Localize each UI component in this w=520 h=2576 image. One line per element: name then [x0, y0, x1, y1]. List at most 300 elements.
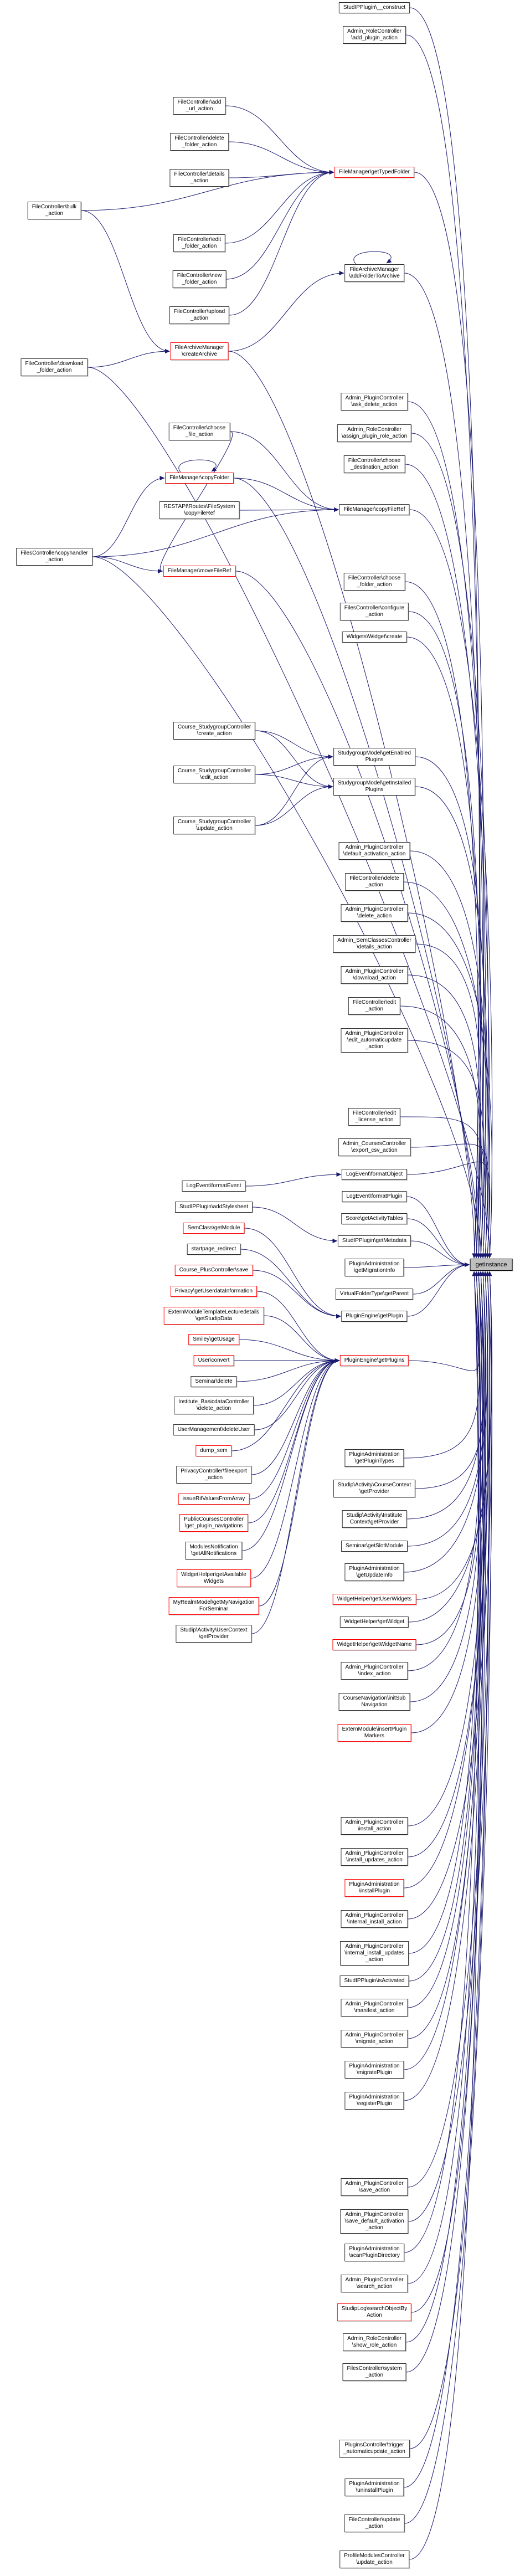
node-label-line: PrivacyController\fileexport — [181, 1468, 247, 1474]
graph-node-r21[interactable] — [348, 1108, 400, 1126]
node-label-line: FileController\edit — [177, 237, 222, 243]
node-label-line: Navigation — [361, 1702, 388, 1708]
node-label-line: \edit_automaticupdate — [347, 1037, 402, 1043]
node-label-line: \default_activation_action — [343, 851, 406, 857]
node-label-line: _license_action — [355, 1117, 394, 1123]
graph-node-r58[interactable] — [343, 2363, 406, 2381]
node-label-line: FilesController\copyhandler — [20, 550, 88, 556]
graph-node-r23[interactable] — [342, 1169, 407, 1180]
node-label-line: Admin_PluginController — [345, 2211, 404, 2218]
node-label-line: FileController\delete — [349, 875, 399, 881]
graph-node-r42[interactable] — [341, 1817, 408, 1835]
node-label-line: \migratePlugin — [357, 2070, 392, 2076]
graph-node-r13[interactable] — [333, 778, 415, 796]
graph-node-r35[interactable] — [344, 1563, 404, 1581]
node-label-line: _automaticupdate_action — [343, 2449, 405, 2455]
node-label-line: PluginAdministration — [349, 1881, 400, 1887]
node-label-line: _folder_action — [182, 243, 217, 249]
graph-node-r12[interactable] — [333, 748, 415, 766]
graph-node-r5[interactable] — [341, 393, 408, 410]
call-edge — [241, 1249, 341, 1316]
node-label-line: Context\getProvider — [349, 1519, 399, 1525]
node-label-line: Admin_PluginController — [345, 1850, 404, 1856]
node-label-line: Course_StudygroupController — [177, 724, 251, 730]
call-edge — [254, 1361, 339, 1405]
node-label-line: ExternModule\insertPlugin — [342, 1726, 407, 1732]
graph-node-k2[interactable] — [175, 1202, 253, 1213]
call-edge — [229, 172, 334, 315]
node-label-line: Admin_PluginController — [345, 906, 404, 912]
node-label-line: _folder_action — [182, 279, 217, 285]
call-edge — [229, 142, 334, 172]
node-label-line: FilesController\configure — [344, 605, 405, 611]
node-label-line: Admin_PluginController — [345, 1912, 404, 1918]
node-label-line: User\convert — [198, 1357, 230, 1363]
node-label-line: Studip\Activity\Institute — [346, 1512, 403, 1518]
node-label-line: _action — [204, 1475, 223, 1481]
node-label-line: LogEvent\formatEvent — [186, 1183, 241, 1189]
node-label-line: FileController\delete — [174, 135, 224, 141]
graph-node-r14[interactable] — [339, 842, 410, 860]
graph-node-r28[interactable] — [336, 1289, 413, 1300]
graph-node-r9[interactable] — [344, 573, 405, 591]
node-label-line: Admin_PluginController — [345, 1664, 404, 1670]
graph-node-r26[interactable] — [338, 1235, 411, 1246]
node-label-line: _action — [45, 557, 64, 563]
graph-node-r41[interactable] — [338, 1724, 411, 1742]
call-edge — [246, 1174, 342, 1186]
node-label-line: \registerPlugin — [357, 2101, 392, 2107]
graph-node-r29[interactable] — [341, 1311, 407, 1322]
node-label-line: \copyFileRef — [184, 510, 215, 516]
node-label-line: \getProvider — [199, 1634, 229, 1640]
node-label-line: PluginAdministration — [349, 2094, 400, 2100]
node-label-line: Admin_PluginController — [345, 2277, 404, 2283]
node-label-line: PluginAdministration — [349, 2063, 400, 2069]
graph-node-m3[interactable] — [169, 169, 229, 187]
node-label-line: _action — [365, 882, 384, 888]
node-label-line: \internal_install_updates — [344, 1950, 404, 1956]
node-label-line: _file_action — [185, 432, 214, 438]
call-edge — [409, 1271, 481, 1981]
node-label-line: StudIPPlugin\addStylesheet — [179, 1204, 248, 1210]
node-label-line: WidgetHelper\getAvailable — [181, 1572, 246, 1578]
node-label-line: FileController\choose — [348, 458, 401, 464]
node-label-line: ModulesNotification — [189, 1544, 238, 1550]
graph-node-r1[interactable] — [339, 2, 410, 13]
node-label-line: Widgets\Widget\create — [346, 634, 403, 640]
node-label-line: FileController\new — [177, 273, 222, 279]
node-label-line: Course_PlusController\save — [179, 1267, 249, 1273]
node-label-line: PluginAdministration — [349, 1261, 400, 1267]
graph-node-m10[interactable] — [159, 501, 240, 519]
node-label-line: PluginAdministration — [349, 2481, 400, 2487]
node-label-line: \getUpdateInfo — [356, 1572, 393, 1578]
graph-node-r57[interactable] — [343, 2333, 406, 2351]
graph-node-k11[interactable] — [174, 1397, 254, 1414]
graph-node-r30[interactable] — [340, 1355, 409, 1366]
node-label-line: _folder_action — [182, 142, 217, 148]
call-edge — [409, 1271, 479, 1371]
graph-node-k17[interactable] — [185, 1542, 242, 1559]
node-label-line: Admin_PluginController — [345, 1030, 404, 1036]
node-label-line: \add_plugin_action — [351, 35, 398, 41]
graph-node-r31[interactable] — [344, 1449, 404, 1467]
graph-node-r16[interactable] — [341, 904, 408, 922]
graph-node-r7[interactable] — [344, 455, 405, 473]
node-label-line: \getMigrationInfo — [353, 1268, 395, 1274]
call-edge — [415, 1271, 484, 1489]
node-label-line: getInstance — [475, 1261, 507, 1268]
call-edge — [416, 1271, 481, 1645]
call-edge — [408, 1219, 470, 1265]
node-label-line: FileController\bulk — [32, 204, 77, 210]
graph-node-m1[interactable] — [173, 97, 226, 115]
node-label-line: \create_action — [197, 731, 232, 737]
node-label-line: FileController\edit — [352, 999, 397, 1005]
node-label-line: FileController\update — [348, 2517, 400, 2523]
call-edge — [230, 432, 339, 510]
node-label-line: \edit_action — [200, 774, 229, 781]
node-label-line: ExternModuleTemplateLecturedetails — [168, 1309, 260, 1315]
graph-node-k4[interactable] — [187, 1244, 241, 1255]
graph-node-k13[interactable] — [195, 1445, 231, 1456]
call-edge — [257, 1291, 339, 1361]
node-label-line: \getPluginTypes — [354, 1458, 394, 1464]
call-edge — [410, 1271, 483, 1702]
node-label-line: Studip\Activity\CourseContext — [337, 1482, 411, 1488]
graph-node-r27[interactable] — [344, 1259, 404, 1276]
graph-node-r38[interactable] — [332, 1639, 416, 1650]
call-edge — [88, 367, 490, 1258]
graph-node-m9[interactable] — [165, 473, 234, 484]
node-label-line: _action — [365, 2523, 384, 2529]
graph-node-m6[interactable] — [169, 306, 229, 324]
node-label-line: \export_csv_action — [351, 1147, 398, 1153]
graph-node-r44[interactable] — [344, 1879, 404, 1897]
node-label-line: _action — [190, 178, 209, 184]
node-label-line: \show_role_action — [352, 2342, 397, 2348]
graph-node-r36[interactable] — [333, 1594, 416, 1605]
graph-node-r10[interactable] — [340, 603, 409, 620]
node-label-line: Smiley\getUsage — [193, 1336, 235, 1342]
call-edge — [225, 172, 334, 243]
graph-node-r40[interactable] — [339, 1693, 410, 1711]
node-label-line: WidgetHelper\getUserWidgets — [337, 1596, 412, 1602]
node-label-line: \index_action — [358, 1671, 391, 1677]
graph-node-r34[interactable] — [341, 1541, 408, 1552]
node-label-line: Course_StudygroupController — [177, 819, 251, 825]
node-label-line: \getStudipData — [195, 1316, 233, 1322]
node-label-line: \install_action — [357, 1826, 392, 1832]
graph-node-r51[interactable] — [344, 2092, 404, 2110]
node-label-line: Studip\Activity\UserContext — [180, 1627, 248, 1633]
node-label-line: FileArchiveManager — [174, 345, 224, 351]
graph-node-r8[interactable] — [339, 504, 409, 515]
call-edge — [411, 1271, 485, 1733]
graph-node-l2[interactable] — [20, 358, 87, 376]
node-label-line: FileController\edit — [352, 1110, 397, 1116]
graph-node-r54[interactable] — [344, 2244, 404, 2261]
call-edge — [354, 252, 391, 264]
graph-node-r50[interactable] — [344, 2061, 404, 2079]
call-edge — [411, 1271, 483, 2312]
graph-node-r43[interactable] — [341, 1848, 408, 1866]
node-label-line: _action — [365, 1957, 384, 1963]
node-label-line: Markers — [364, 1733, 385, 1739]
graph-node-k14[interactable] — [176, 1466, 251, 1484]
graph-target-node-gi — [470, 1259, 513, 1271]
node-label-line: Admin_RoleController — [347, 2336, 401, 2342]
node-label-line: \scanPluginDirectory — [349, 2252, 400, 2259]
node-label-line: Plugins — [365, 787, 384, 793]
node-label-line: MyRealmModel\getMyNavigation — [173, 1599, 255, 1605]
graph-node-r62[interactable] — [339, 2551, 409, 2568]
call-edge — [81, 211, 170, 351]
node-label-line: \uninstallPlugin — [356, 2487, 393, 2493]
node-label-line: dump_sem — [200, 1448, 228, 1454]
graph-node-k3[interactable] — [183, 1223, 244, 1234]
call-edge — [255, 757, 333, 825]
node-label-line: _action — [365, 612, 384, 618]
graph-node-r25[interactable] — [341, 1213, 407, 1224]
call-edge — [248, 1361, 339, 1523]
node-label-line: _url_action — [186, 106, 213, 112]
node-label-line: _action — [365, 1044, 384, 1050]
graph-node-k16[interactable] — [179, 1514, 248, 1532]
node-label-line: Course_StudygroupController — [177, 768, 251, 774]
node-label-line: startpage_redirect — [191, 1246, 236, 1252]
node-label-line: FileManager\copyFolder — [169, 475, 229, 481]
call-edge — [404, 1271, 488, 1572]
node-label-line: LogEvent\formatPlugin — [346, 1193, 403, 1199]
call-edge — [245, 1228, 341, 1316]
node-label-line: PluginAdministration — [349, 2246, 400, 2252]
node-label-line: StudIPPlugin\isActivated — [344, 1978, 405, 1984]
call-edge — [253, 1270, 341, 1316]
graph-node-r18[interactable] — [341, 966, 408, 984]
graph-node-m7[interactable] — [171, 342, 229, 360]
graph-node-r6[interactable] — [337, 424, 411, 442]
node-label-line: Action — [367, 2312, 382, 2318]
node-label-line: \addFolderToArchive — [349, 273, 400, 279]
graph-node-c1[interactable] — [173, 722, 255, 740]
node-label-line: \save_default_activation — [344, 2218, 404, 2224]
graph-node-r39[interactable] — [341, 1662, 408, 1680]
node-label-line: StudIPPlugin\__construct — [343, 4, 406, 11]
graph-node-r46[interactable] — [340, 1941, 409, 1966]
call-edge — [408, 1040, 485, 1258]
node-label-line: \installPlugin — [358, 1888, 390, 1894]
call-edge — [255, 787, 333, 825]
node-label-line: ForSeminar — [199, 1606, 229, 1612]
node-label-line: _action — [365, 1006, 384, 1012]
node-label-line: _folder_action — [37, 367, 72, 373]
graph-node-r45[interactable] — [341, 1910, 408, 1928]
graph-node-k7[interactable] — [164, 1307, 264, 1325]
call-edge — [405, 582, 478, 1258]
call-edge — [226, 106, 334, 172]
node-label-line: \migrate_action — [355, 2039, 394, 2045]
node-label-line: \getProvider — [359, 1489, 389, 1495]
call-edge — [408, 975, 481, 1258]
graph-node-r32[interactable] — [333, 1480, 415, 1497]
node-label-line: Admin_PluginController — [345, 2180, 404, 2187]
node-label-line: \getAllNotifications — [191, 1551, 237, 1557]
node-label-line: _destination_action — [350, 464, 399, 470]
node-label-line: \download_action — [353, 975, 396, 981]
call-edge — [408, 402, 486, 1258]
graph-node-r60[interactable] — [344, 2478, 404, 2496]
call-edge — [410, 1271, 488, 2449]
call-edge — [255, 731, 333, 757]
graph-node-r3[interactable] — [334, 167, 414, 178]
node-label-line: FileController\choose — [348, 575, 401, 581]
graph-node-m11[interactable] — [163, 566, 236, 577]
call-edge — [251, 1361, 339, 1578]
node-label-line: FileArchiveManager — [349, 266, 399, 273]
graph-node-k20[interactable] — [176, 1625, 251, 1643]
call-edge — [408, 1265, 470, 1316]
node-label-line: Admin_PluginController — [345, 1819, 404, 1825]
node-label-line: \details_action — [357, 944, 392, 950]
call-edge — [405, 464, 490, 1258]
node-label-line: StudIPPlugin\getMetadata — [342, 1238, 407, 1244]
graph-node-r20[interactable] — [341, 1028, 408, 1053]
node-label-line: Institute_BasicdataController — [178, 1399, 249, 1405]
graph-node-m8[interactable] — [169, 423, 230, 440]
graph-node-k9[interactable] — [194, 1355, 234, 1366]
graph-node-k10[interactable] — [191, 1376, 236, 1387]
node-label-line: PluginEngine\getPlugins — [344, 1357, 405, 1363]
node-label-line: Widgets — [203, 1578, 224, 1584]
node-label-line: \get_plugin_navigations — [184, 1523, 243, 1529]
graph-node-r33[interactable] — [342, 1510, 407, 1528]
graph-node-k15[interactable] — [178, 1494, 250, 1505]
graph-node-c3[interactable] — [173, 817, 255, 834]
graph-node-r49[interactable] — [341, 2030, 408, 2048]
node-label-line: WidgetHelper\getWidgetName — [337, 1641, 412, 1648]
node-label-line: Admin_PluginController — [345, 395, 404, 401]
node-label-line: FileController\download — [25, 361, 84, 367]
node-label-line: \internal_install_action — [347, 1919, 402, 1925]
graph-node-k19[interactable] — [169, 1597, 259, 1615]
node-label-line: PluginEngine\getPlugin — [346, 1313, 403, 1319]
graph-node-k8[interactable] — [188, 1334, 239, 1345]
graph-node-r19[interactable] — [348, 997, 400, 1015]
graph-node-k18[interactable] — [177, 1569, 251, 1587]
call-edge — [88, 351, 170, 367]
graph-node-m2[interactable] — [170, 133, 229, 151]
graph-node-r48[interactable] — [341, 1999, 408, 2016]
node-label-line: Plugins — [365, 757, 384, 763]
node-label-line: Admin_PluginController — [345, 2032, 404, 2038]
call-edge — [400, 1006, 481, 1258]
graph-node-k1[interactable] — [182, 1181, 246, 1192]
graph-node-m5[interactable] — [173, 270, 226, 288]
node-label-line: UserManagement\deleteUser — [177, 1426, 250, 1433]
node-label-line: LogEvent\formatObject — [346, 1171, 403, 1177]
graph-node-r4[interactable] — [344, 264, 404, 282]
call-edge — [251, 1361, 339, 1475]
call-edge — [407, 1197, 470, 1265]
graph-node-r47[interactable] — [340, 1975, 409, 1987]
call-edge — [255, 774, 333, 787]
node-label-line: \delete_action — [357, 913, 392, 919]
node-label-line: _action — [365, 2225, 384, 2231]
node-label-line: \update_action — [196, 825, 233, 832]
graph-node-r53[interactable] — [340, 2209, 408, 2234]
call-edge — [408, 1271, 483, 2008]
graph-node-r55[interactable] — [341, 2275, 408, 2292]
graph-node-k5[interactable] — [175, 1265, 253, 1276]
graph-node-l1[interactable] — [28, 202, 81, 219]
graph-node-r17[interactable] — [333, 935, 415, 953]
graph-node-r56[interactable] — [337, 2303, 411, 2321]
node-label-line: \save_action — [358, 2187, 390, 2193]
node-label-line: StudygroupModel\getEnabled — [338, 750, 411, 756]
node-label-line: ProfileModulesController — [344, 2553, 405, 2559]
call-edge — [255, 731, 333, 787]
graph-node-r24[interactable] — [342, 1191, 406, 1202]
node-label-line: \manifest_action — [354, 2008, 395, 2014]
call-edge — [409, 1271, 492, 2221]
node-label-line: issueRifValuesFromArray — [182, 1496, 245, 1502]
graph-node-k6[interactable] — [171, 1286, 257, 1297]
node-label-line: _action — [365, 2372, 384, 2378]
call-edge — [406, 1271, 486, 2372]
call-edge — [226, 172, 334, 279]
call-edge — [406, 1271, 484, 2342]
call-edge — [92, 557, 481, 1258]
graph-node-r2[interactable] — [343, 26, 406, 44]
call-edge — [259, 1361, 340, 1606]
graph-node-m4[interactable] — [173, 234, 225, 252]
node-label-line: PluginAdministration — [349, 1451, 400, 1458]
node-label-line: PublicCoursesController — [184, 1516, 244, 1522]
graph-node-r37[interactable] — [340, 1617, 409, 1628]
node-label-line: PluginsController\trigger — [344, 2442, 404, 2448]
node-label-line: _action — [190, 315, 209, 321]
graph-node-l3[interactable] — [16, 548, 92, 566]
call-edge — [415, 757, 486, 1258]
node-label-line: FilesController\system — [347, 2365, 402, 2372]
graph-node-k12[interactable] — [173, 1424, 255, 1435]
node-label-line: FileController\upload — [173, 309, 225, 315]
node-label-line: VirtualFolderType\getParent — [339, 1291, 409, 1297]
node-label-line: \search_action — [356, 2283, 393, 2290]
graph-node-r52[interactable] — [341, 2178, 408, 2196]
node-label-line: PluginAdministration — [349, 1566, 400, 1572]
node-label-line: Admin_PluginController — [345, 968, 404, 974]
call-edge — [250, 1361, 340, 1499]
call-edge — [407, 1271, 485, 1519]
graph-node-r15[interactable] — [345, 873, 404, 891]
call-edge — [404, 1271, 480, 1458]
node-label-line: FileManager\moveFileRef — [167, 568, 231, 574]
node-label-line: Admin_PluginController — [345, 844, 404, 850]
graph-node-r59[interactable] — [339, 2440, 410, 2457]
call-edge — [411, 1144, 488, 1258]
graph-node-r61[interactable] — [344, 2515, 405, 2532]
graph-node-r11[interactable] — [342, 632, 407, 643]
node-label-line: Admin_PluginController — [345, 2001, 404, 2007]
call-edge — [179, 460, 216, 472]
node-label-line: FileController\add — [177, 99, 222, 105]
node-label-line: Seminar\delete — [195, 1378, 233, 1384]
graph-node-c2[interactable] — [173, 766, 255, 783]
graph-node-r22[interactable] — [338, 1138, 411, 1156]
